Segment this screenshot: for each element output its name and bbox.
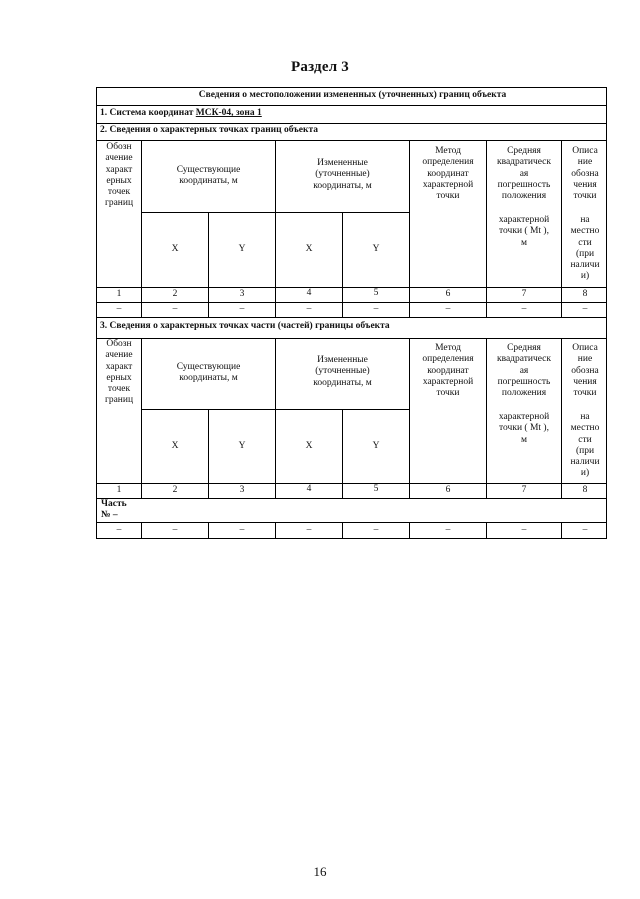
- col-error-header: Средняя квадратическ ая погрешность положения: [496, 146, 552, 202]
- col-existing-coords-header: Существующие координаты, м: [176, 165, 241, 187]
- col-designation-header: Обозн ачение характ ерных точек границ: [104, 339, 134, 406]
- col-number: 5: [373, 288, 379, 298]
- col-x-existing: X: [171, 244, 179, 254]
- col-number: 8: [582, 485, 588, 495]
- table-header: Сведения о местоположении измененных (уточненных) границ объекта: [198, 90, 507, 100]
- col-number: 2: [172, 289, 178, 299]
- col-number: 7: [521, 485, 527, 495]
- col-number: 4: [306, 288, 312, 298]
- col-method-header: Метод определения координат характерной точки: [422, 146, 474, 202]
- col-error-header: Средняя квадратическ ая погрешность положения: [496, 343, 552, 399]
- col-number: 5: [373, 484, 379, 494]
- col-error-header-cont: характерной точки ( Mt ), м: [498, 215, 550, 248]
- col-description-header-cont: на местно сти (при наличи и): [570, 215, 600, 282]
- empty-cell: –: [239, 304, 245, 314]
- part-number-label: Часть № –: [101, 499, 127, 521]
- col-number: 8: [582, 289, 588, 299]
- col-number: 4: [306, 484, 312, 494]
- col-number: 3: [239, 289, 245, 299]
- empty-cell: –: [239, 525, 245, 535]
- empty-cell: –: [521, 525, 527, 535]
- empty-cell: –: [373, 304, 379, 314]
- col-method-header: Метод определения координат характерной точки: [422, 343, 474, 399]
- col-y-existing: Y: [238, 441, 246, 451]
- empty-cell: –: [445, 304, 451, 314]
- col-changed-coords-header: Измененные (уточненные) координаты, м: [313, 158, 372, 191]
- col-x-changed: X: [305, 441, 313, 451]
- col-x-changed: X: [305, 244, 313, 254]
- col-description-header: Описа ние обозна чения точки: [571, 343, 599, 399]
- col-number: 2: [172, 485, 178, 495]
- coordinate-system-row: [97, 108, 607, 119]
- col-y-changed: Y: [372, 244, 380, 254]
- col-error-header-cont: характерной точки ( Mt ), м: [498, 412, 550, 445]
- col-description-header-cont: на местно сти (при наличи и): [570, 412, 600, 479]
- col-y-changed: Y: [372, 441, 380, 451]
- empty-cell: –: [582, 304, 588, 314]
- col-changed-coords-header: Измененные (уточненные) координаты, м: [313, 355, 372, 388]
- col-number: 3: [239, 485, 245, 495]
- empty-cell: –: [306, 304, 312, 314]
- col-number: 6: [445, 485, 451, 495]
- coordinate-system-value: МСК-04, зона 1: [195, 108, 262, 118]
- col-designation-header: Обозн ачение характ ерных точек границ: [104, 142, 134, 209]
- empty-cell: –: [172, 525, 178, 535]
- col-existing-coords-header: Существующие координаты, м: [176, 362, 241, 384]
- empty-cell: –: [373, 525, 379, 535]
- empty-cell: –: [582, 525, 588, 535]
- empty-cell: –: [116, 304, 122, 314]
- col-number: 7: [521, 289, 527, 299]
- col-number: 6: [445, 289, 451, 299]
- empty-cell: –: [521, 304, 527, 314]
- col-x-existing: X: [171, 441, 179, 451]
- col-number: 1: [116, 289, 122, 299]
- col-description-header: Описа ние обозна чения точки: [571, 146, 599, 202]
- col-number: 1: [116, 485, 122, 495]
- col-y-existing: Y: [238, 244, 246, 254]
- empty-cell: –: [306, 525, 312, 535]
- coordinates-table: [96, 87, 607, 539]
- empty-cell: –: [172, 304, 178, 314]
- section-3-title: 3. Сведения о характерных точках части (частей) границы объекта: [100, 321, 390, 331]
- coordinate-system-label: 1. Система координат: [100, 108, 194, 118]
- section-title: Раздел 3: [291, 59, 349, 75]
- empty-cell: –: [445, 525, 451, 535]
- section-2-title: 2. Сведения о характерных точках границ объекта: [100, 125, 319, 135]
- page-number: 16: [313, 864, 327, 879]
- empty-cell: –: [116, 525, 122, 535]
